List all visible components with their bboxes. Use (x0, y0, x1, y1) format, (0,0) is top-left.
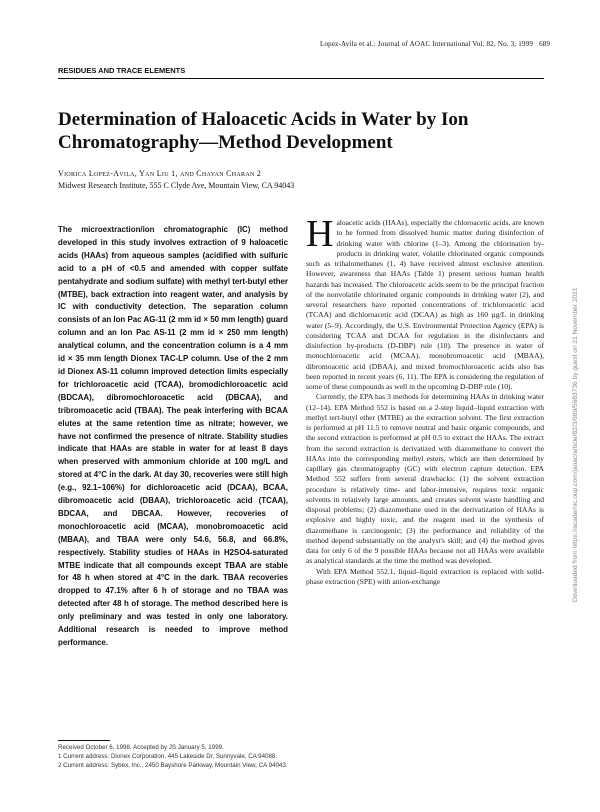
footnote-address-2: 2 Current address: Sybex, Inc., 2450 Bayshore Parkway, Mountain View, CA 94043. (58, 762, 288, 770)
footnote-address-1: 1 Current address: Dionex Corporation, 445 Lakeside Dr, Sunnyvale, CA 94088. (58, 753, 278, 761)
page-number: 689 (539, 40, 551, 48)
download-watermark-text: Downloaded from https://academic.oup.com/jaoac/article/82/3/689/5683736 by guest on 21 November 2021 (572, 287, 579, 602)
section-rule (58, 78, 544, 79)
footnote-rule (58, 740, 110, 741)
body-paragraph-text: aloacetic acids (HAAs), especially the chloroacetic acids, are known to be formed from dissolved humic matter during disinfection of drinking water with chlorine (1–3). Among the chlorination by-products in drinking water, volatile chlorinated organic compounds such as trihalomethanes (1, 4) have received almost exclusive attention. However, awareness that HAAs (Table 1) present serious human health hazards has increased. The chloroacetic acids seem to be the principal fraction of the nonvolatile chlorinated organic compounds in drinking water (2), and several researchers have reported concentrations of trichloroacetic acid (TCAA) and dichloroacetic acid (DCAA) as high as 160 µg/L in drinking water (5–9). Accordingly, the U.S. Environmental Protection Agency (EPA) is considering TCAA and DCAA for regulation in the disinfectants and disinfection by-products (D-DBP) rule (10). The presence in water of monochloroacetic acid (MCAA), monobromoacetic acid (MBAA), dibromoacetic acid (DBAA), and mixed bromochloroacetic acids also has been reported in recent years (6, 11). The EPA is considering the regulation of some of these compounds as well in the upcoming D-DBP rule (10). (306, 218, 544, 391)
running-head-text: Lopez-Avila et al.: Journal of AOAC International Vol. 82, No. 3, 1999 (320, 40, 534, 48)
authors: Viorica Lopez-Avila, Yan Liu 1, and Chayan Charan 2 (58, 169, 262, 178)
download-watermark (572, 212, 582, 602)
drop-cap: H (306, 213, 334, 255)
article-title: Determination of Haloacetic Acids in Water by Ion Chromatography—Method Development (58, 109, 469, 153)
section-label: RESIDUES AND TRACE ELEMENTS (58, 66, 186, 75)
body-paragraph: Currently, the EPA has 3 methods for determining HAAs in drinking water (12–14). EPA Method 552 is based on a 2-step liquid–liquid extraction with methyl tert-butyl ether (MTBE) as the extraction solvent. The first extraction is performed at pH 11.5 to remove neutral and basic organic compounds, and the second extraction is performed at pH 0.5 to extract the HAAs. The extract from the second extraction is derivatized with diazomethane to convert the HAAs into the corresponding methyl esters, which are then determined by capillary gas chromatography (GC) with electron capture detection. EPA Method 552 suffers from several drawbacks: (1) the solvent extraction procedure is relatively time- and labor-intensive, requires toxic organic solvents in relatively large amounts, and creates solvent waste handling and disposal problems; (2) diazomethane used in the derivatization of HAAs is explosive and highly toxic, and the reagent used in the synthesis of diazomethane is carcinogenic; (3) the performance and reliability of the method depend substantially on the analyst's skill; and (4) the method gives data for only 6 of the 9 possible HAAs because not all HAAs were available as analytical standards at the time the method was developed. (306, 392, 544, 566)
affiliation: Midwest Research Institute, 555 C Clyde Ave, Mountain View, CA 94043 (58, 181, 295, 190)
body-paragraph: With EPA Method 552.1, liquid–liquid extraction is replaced with solid-phase extraction (SPE) with anion-exchange (306, 566, 544, 586)
body-column (306, 213, 544, 587)
body-paragraph (306, 213, 544, 392)
footnotes (58, 744, 288, 772)
abstract: The microextraction/ion chromatographic (IC) method developed in this study involves extraction of 9 haloacetic acids (HAAs) from aqueous samples (acidified with sulfuric acid to a pH of <0.5 and amended with copper sulfate pentahydrate and sodium sulfate) with methyl tert-butyl ether (MTBE), back extraction into reagent water, and analysis by IC with conductivity detection. The separation column consists of an Ion Pac AG-11 (2 mm id × 50 mm length) guard column and an Ion Pac AS-11 (2 mm id × 250 mm length) analytical column, and the concentration column is a 4 mm id × 35 mm length Dionex TAC-LP column. Use of the 2 mm id Dionex AS-11 column improved detection limits especially for trichloroacetic acid (TCAA), bromodichloroacetic acid (BDCAA), dibromochloroacetic acid (DBCAA), and tribromoacetic acid (TBAA). The peak interfering with BCAA elutes at the same retention time as nitrate; however, we have not confirmed the presence of nitrate. Stability studies indicate that HAAs are stable in water for at least 8 days when preserved with ammonium chloride at 100 mg/L and stored at 4°C in the dark. At day 30, recoveries were still high (e.g., 92.1–106%) for dichloroacetic acid (DCAA), BCAA, dibromoacetic acid (DBAA), trichloroacetic acid (TCAA), BDCAA, and DBCAA. However, recoveries of monochloroacetic acid (MCAA), monobromoacetic acid (MBAA), and TBAA were only 54.6, 56.8, and 66.8%, respectively. Stability studies of HAAs in H2SO4-saturated MTBE indicate that all compounds except TBAA are stable for 48 h when stored at 4°C in the dark. TBAA recoveries dropped to 47.1% after 6 h of storage and no TBAA was detected after 48 h of storage. The method described here is only preliminary and was tested in only one laboratory. Additional research is needed to improve method performance. (58, 225, 288, 647)
footnote-received: Received October 6, 1998. Accepted by JS January 5, 1999. (58, 744, 224, 751)
running-head (320, 40, 551, 48)
